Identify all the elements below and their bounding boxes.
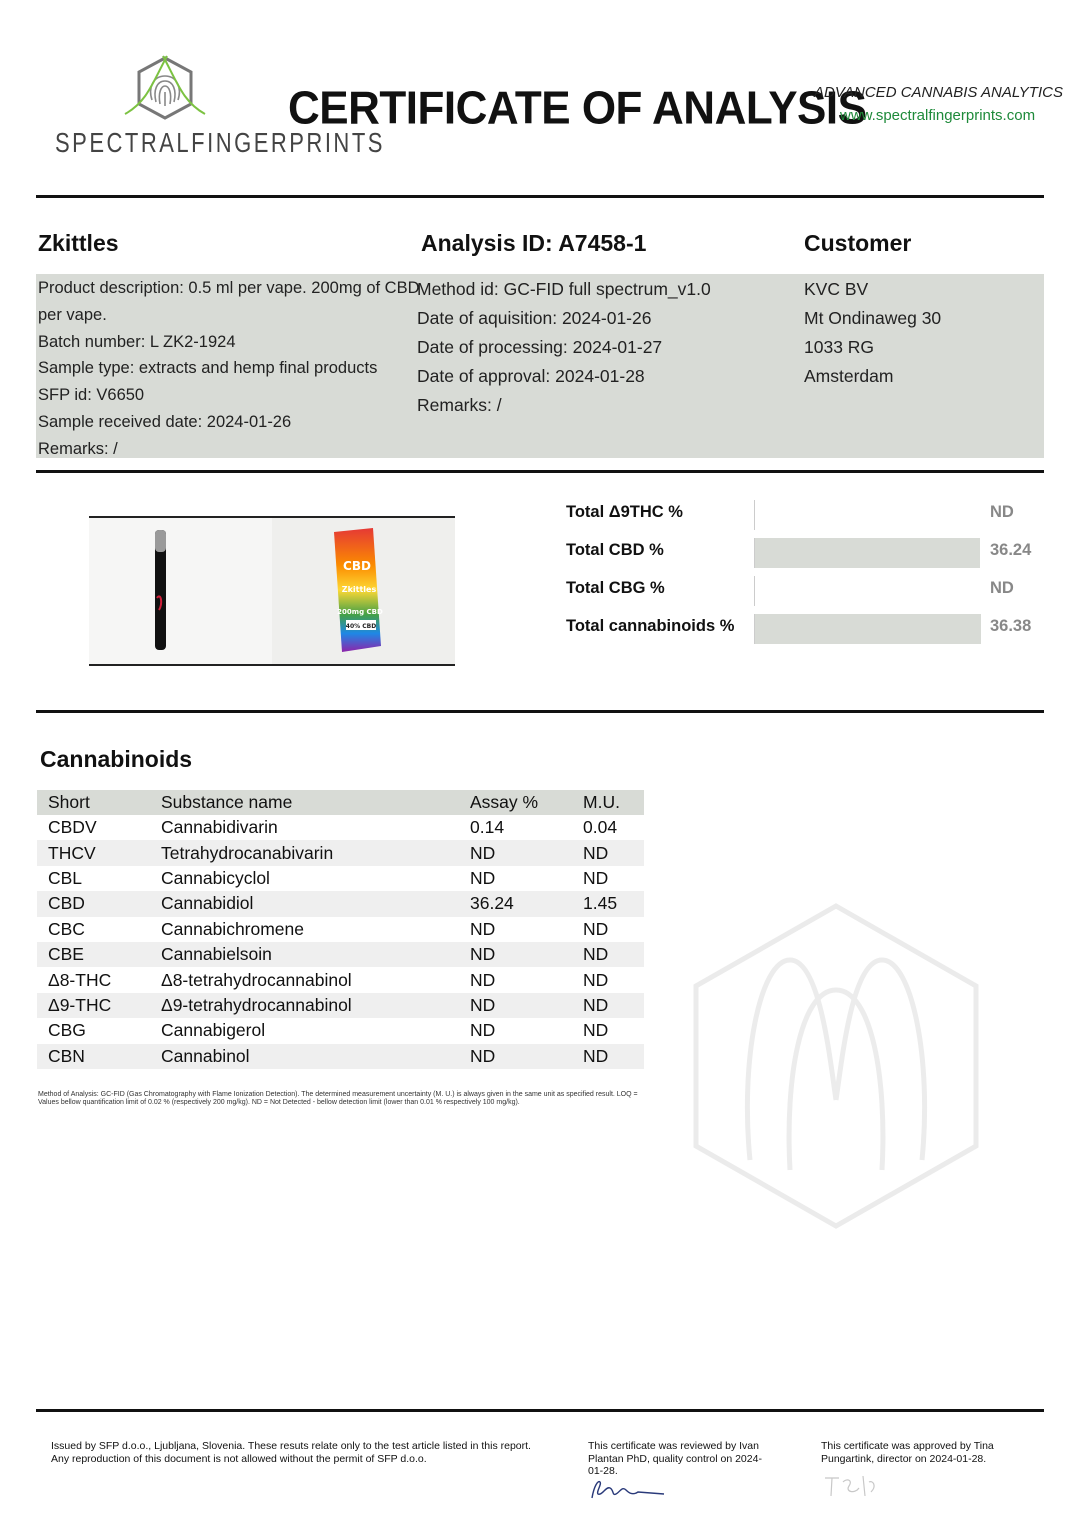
total-label: Total cannabinoids %: [566, 617, 735, 635]
cell-substance: Cannabinol: [161, 1044, 470, 1069]
cell-short: THCV: [37, 840, 161, 865]
cell-mu: ND: [583, 1044, 644, 1069]
product-photo: [89, 516, 455, 666]
table-row: [37, 815, 644, 840]
approver-signature-icon: [821, 1472, 881, 1500]
total-label: Total CBG %: [566, 579, 665, 597]
cell-substance: Δ9-tetrahydrocannabinol: [161, 993, 470, 1018]
customer-detail-line: KVC BV: [804, 279, 869, 299]
customer-detail-line: 1033 RG: [804, 337, 875, 357]
pack-name: Zkittles: [341, 585, 377, 594]
cell-short: CBDV: [48, 817, 97, 838]
table-row: [37, 917, 644, 942]
pack-percent: 40% CBD: [345, 623, 377, 630]
company-website-link[interactable]: www.spectralfingerprints.com: [840, 107, 1036, 124]
approved-statement: This certificate was approved by Tina Pungartink, director on 2024-01-28.: [821, 1440, 994, 1465]
table-row: [37, 967, 644, 992]
table-row: [37, 942, 644, 967]
customer-detail-line: Amsterdam: [804, 366, 894, 386]
customer-heading: Customer: [804, 230, 912, 256]
analysis-details: [417, 275, 711, 420]
analysis-detail-line: Date of aquisition: 2024-01-26: [417, 308, 652, 328]
cell-short: Δ9-THC: [37, 993, 161, 1018]
cell-mu: 0.04: [583, 817, 618, 838]
product-detail-line: Sample received date: 2024-01-26: [38, 412, 292, 431]
column-header: Assay %: [470, 790, 583, 815]
cell-assay: ND: [470, 1044, 583, 1069]
cell-mu: 1.45: [583, 891, 644, 916]
cell-assay: ND: [470, 1020, 496, 1041]
total-value: 36.24: [990, 541, 1032, 559]
cell-assay: 36.24: [470, 891, 583, 916]
analysis-id: Analysis ID: A7458-1: [421, 230, 647, 256]
cell-mu: ND: [583, 918, 609, 939]
analysis-detail-line: Method id: GC-FID full spectrum_v1.0: [417, 279, 711, 299]
cell-substance: Cannabidivarin: [161, 817, 278, 838]
company-logo: [55, 52, 385, 162]
cell-mu: ND: [583, 1020, 609, 1041]
cell-mu: ND: [583, 840, 644, 865]
pack-dose: 200mg CBD: [337, 608, 383, 616]
pack-label: CBD: [343, 559, 371, 573]
cell-short: CBD: [37, 891, 161, 916]
total-bar-track: [754, 576, 981, 606]
table-row: [37, 866, 644, 891]
cell-substance: Δ8-tetrahydrocannabinol: [161, 969, 352, 990]
cell-assay: ND: [470, 867, 496, 888]
cell-substance: Cannabigerol: [161, 1020, 266, 1041]
total-value: 36.38: [990, 617, 1032, 635]
cell-substance: Cannabichromene: [161, 918, 305, 939]
divider: [36, 1409, 1044, 1412]
column-header: M.U.: [583, 790, 644, 815]
table-header-row: [37, 790, 644, 815]
cell-substance: Cannabidiol: [161, 891, 470, 916]
fingerprint-logo-icon: [55, 52, 270, 132]
cell-short: CBE: [37, 942, 161, 967]
cell-assay: ND: [470, 993, 583, 1018]
cell-assay: ND: [470, 918, 496, 939]
product-detail-line: SFP id: V6650: [38, 386, 145, 405]
cell-short: CBL: [48, 867, 83, 888]
customer-detail-line: Mt Ondinaweg 30: [804, 308, 942, 328]
hexagon-watermark-icon: [690, 900, 982, 1230]
cell-mu: ND: [583, 942, 644, 967]
analysis-detail-line: Date of approval: 2024-01-28: [417, 366, 645, 386]
logo-wordmark: SPECTRALFINGERPRINTS: [55, 126, 385, 158]
product-details: [38, 275, 420, 463]
total-bar: [755, 614, 981, 644]
divider: [36, 710, 1044, 713]
issued-statement: Issued by SFP d.o.o., Ljubljana, Slovenia. These resuts relate only to the test article listed in this report. Any reproduction of this document is not allowed without the permit of SFP d.o.o.: [51, 1440, 531, 1465]
table-row: [37, 1044, 644, 1069]
cell-assay: ND: [470, 840, 583, 865]
cell-assay: ND: [470, 942, 583, 967]
product-detail-line: per vape.: [38, 305, 107, 324]
total-label: Total CBD %: [566, 541, 664, 559]
analysis-detail-line: Date of processing: 2024-01-27: [417, 337, 663, 357]
divider: [36, 195, 1044, 198]
cell-mu: ND: [583, 867, 609, 888]
company-tagline: ADVANCED CANNABIS ANALYTICS: [814, 84, 1063, 101]
cell-short: CBG: [48, 1020, 86, 1041]
total-value: ND: [990, 579, 1014, 597]
total-value: ND: [990, 503, 1014, 521]
column-header: Substance name: [161, 790, 470, 815]
cannabinoids-table: [37, 790, 644, 1069]
cannabinoids-title: Cannabinoids: [40, 746, 193, 772]
product-photo-image: [89, 518, 455, 664]
table-row: [37, 993, 644, 1018]
method-note: Method of Analysis: GC-FID (Gas Chromatography with Flame Ionization Detection). The determined measurement uncertainty (M. U.) is always given in the same unit as specified result. LOQ = Values bellow quantification limit of 0.02 % (respectively 200 mg/kg). ND = Not Detected - bellow detection limit (lower than 0.01 % respectively 100 mg/kg).: [38, 1091, 638, 1106]
product-detail-line: Batch number: L ZK2-1924: [38, 332, 236, 351]
total-bar-track: [754, 614, 981, 644]
cell-short: Δ8-THC: [48, 969, 112, 990]
table-row: [37, 840, 644, 865]
cell-short: CBN: [37, 1044, 161, 1069]
table-row: [37, 891, 644, 916]
product-name: Zkittles: [38, 230, 119, 256]
product-detail-line: Remarks: /: [38, 439, 118, 458]
product-detail-line: Product description: 0.5 ml per vape. 200mg of CBD: [38, 279, 420, 297]
reviewed-statement: This certificate was reviewed by Ivan Plantan PhD, quality control on 2024-01-28.: [588, 1440, 762, 1477]
total-label: Total Δ9THC %: [566, 503, 683, 521]
cell-substance: Cannabicyclol: [161, 867, 270, 888]
product-detail-line: Sample type: extracts and hemp final products: [38, 359, 378, 378]
total-bar-track: [754, 538, 981, 568]
cell-substance: Tetrahydrocanabivarin: [161, 840, 470, 865]
cell-short: CBC: [48, 918, 85, 939]
table-row: [37, 1018, 644, 1043]
cell-assay: ND: [470, 969, 496, 990]
analysis-detail-line: Remarks: /: [417, 395, 502, 415]
reviewer-signature-icon: [588, 1476, 668, 1504]
cell-mu: ND: [583, 993, 644, 1018]
total-bar-track: [754, 500, 981, 530]
customer-details: [804, 275, 941, 391]
page-title: CERTIFICATE OF ANALYSIS: [288, 82, 867, 135]
cell-assay: 0.14: [470, 817, 505, 838]
total-bar: [755, 538, 980, 568]
cell-substance: Cannabielsoin: [161, 942, 470, 967]
column-header: Short: [37, 790, 161, 815]
cell-mu: ND: [583, 969, 609, 990]
divider: [36, 470, 1044, 473]
